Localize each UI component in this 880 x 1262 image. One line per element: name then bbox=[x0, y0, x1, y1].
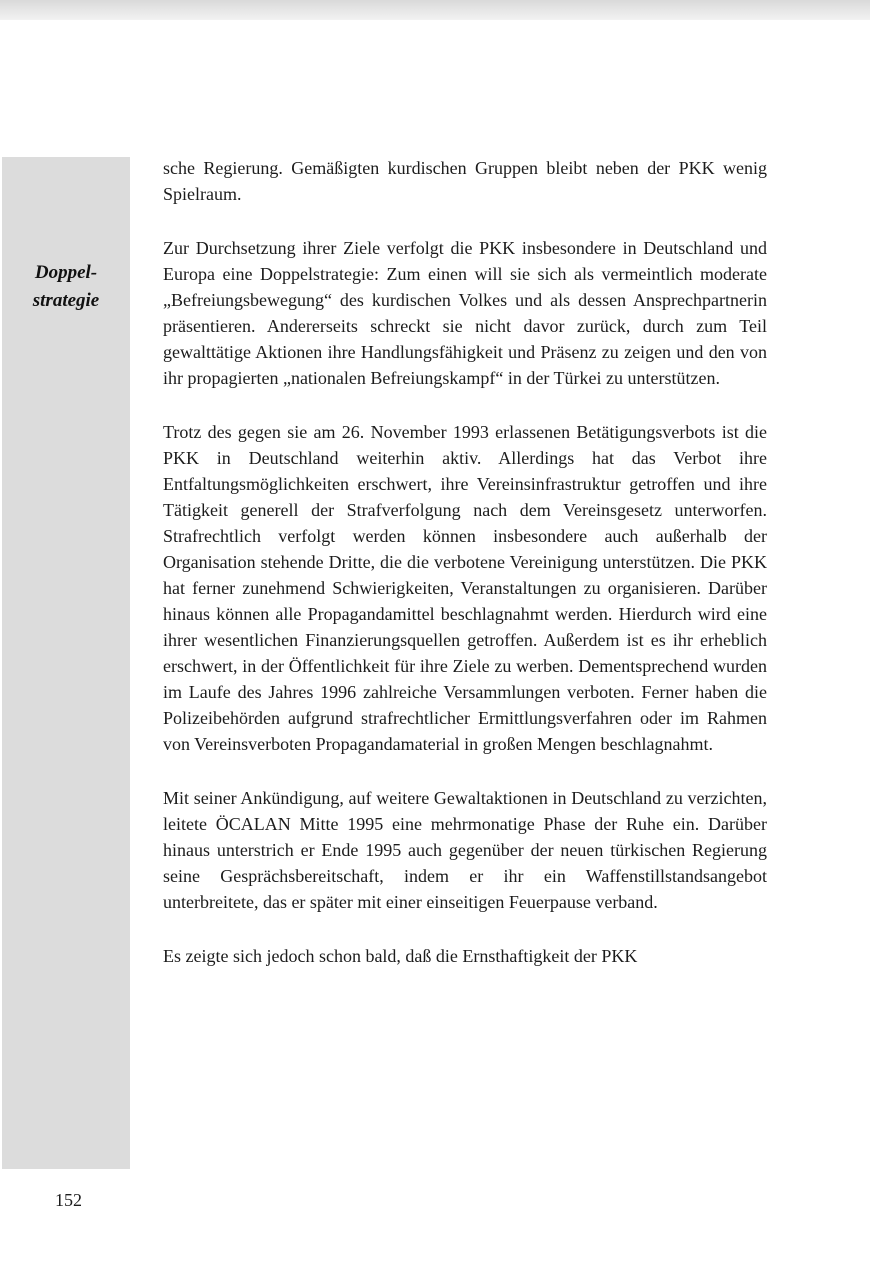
paragraph: Es zeigte sich jedoch schon bald, daß die Ernsthaftigkeit der PKK bbox=[163, 946, 638, 966]
paragraph: Mit seiner Ankündigung, auf weitere Gewaltaktionen in Deutschland zu verzichten, leitete ÖCALAN Mitte 1995 eine mehrmonatige Phase der Ruhe ein. Darüber hinaus unterstrich er Ende 1995 auch gegenüber der neuen türkischen Regierung seine Gesprächsbereitschaft, indem er ihr ein Waffenstillstandsangebot unterbreitete, das er später mit einer einseitigen Feuerpause verband. bbox=[163, 788, 767, 912]
scan-edge-shadow bbox=[0, 0, 870, 20]
paragraph: sche Regierung. Gemäßigten kurdischen Gruppen bleibt neben der PKK wenig Spielraum. bbox=[163, 158, 767, 204]
margin-heading bbox=[2, 259, 130, 315]
paragraph: Zur Durchsetzung ihrer Ziele verfolgt die PKK insbesondere in Deutschland und Europa eine Doppelstrategie: Zum einen will sie sich als vermeintlich moderate „Befreiungsbewegung“ des kurdischen Volkes und als dessen Ansprechpartnerin präsentieren. Andererseits schreckt sie nicht davor zurück, durch zum Teil gewalttätige Aktionen ihre Handlungsfähigkeit und Präsenz zu zeigen und den von ihr propagierten „nationalen Befreiungskampf“ in der Türkei zu unterstützen. bbox=[163, 238, 767, 388]
paragraph: Trotz des gegen sie am 26. November 1993 erlassenen Betätigungsverbots ist die PKK in Deutschland weiterhin aktiv. Allerdings hat das Verbot ihre Entfaltungsmöglichkeiten erschwert, ihre Vereinsinfrastruktur getroffen und ihre Tätigkeit generell der Strafverfolgung nach dem Vereinsgesetz unterworfen. Strafrechtlich verfolgt werden können insbesondere auch außerhalb der Organisation stehende Dritte, die die verbotene Vereinigung unterstützen. Die PKK hat ferner zunehmend Schwierigkeiten, Veranstaltungen zu organisieren. Darüber hinaus können alle Propagandamittel beschlagnahmt werden. Hierdurch wird eine ihrer wesentlichen Finanzierungsquellen getroffen. Außerdem ist es ihr erheblich erschwert, in der Öffentlichkeit für ihre Ziele zu werben. Dementsprechend wurden im Laufe des Jahres 1996 zahlreiche Versammlungen verboten. Ferner haben die Polizeibehörden aufgrund strafrechtlicher Ermittlungsverfahren oder im Rahmen von Vereinsverboten Propagandamaterial in großen Mengen beschlagnahmt. bbox=[163, 422, 767, 754]
margin-heading-line-1: Doppel- bbox=[34, 262, 98, 283]
margin-heading-line-2: strategie bbox=[32, 290, 100, 311]
body-text bbox=[163, 155, 767, 969]
page-number: 152 bbox=[55, 1190, 82, 1210]
